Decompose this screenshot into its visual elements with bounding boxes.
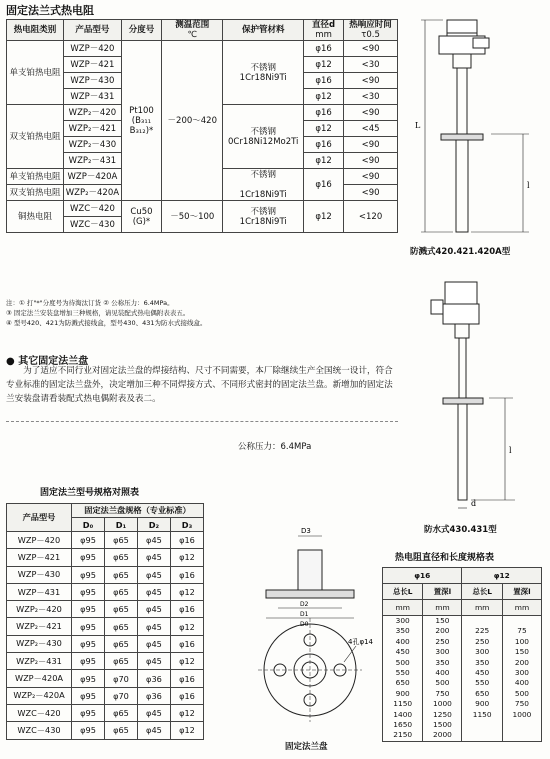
cell-dimension: φ95 (72, 722, 105, 739)
table-row (7, 635, 204, 652)
h-range: 测温范围 ℃ (162, 20, 223, 41)
h-unit: mm (502, 600, 541, 616)
dim-label-L: L (415, 121, 421, 130)
table-row (383, 616, 542, 627)
table-row (7, 653, 204, 670)
h-d0: D₀ (72, 518, 105, 532)
drawing-caption-waterproof: 防水式430.431型 (424, 525, 497, 535)
cell-dimension: φ45 (137, 722, 170, 739)
cell-material-b: 不锈钢 0Cr18Ni12Mo2Ti (223, 105, 304, 169)
cell-dimension: φ16 (170, 601, 203, 618)
cell-length: 350 (423, 658, 462, 668)
cell-dimension: φ12 (170, 583, 203, 600)
cell-dimension: φ95 (72, 549, 105, 566)
table-row (7, 41, 398, 57)
cell-length: 2000 (423, 730, 462, 741)
section-paragraph: 为了适应不同行业对固定法兰盘的焊接结构、尺寸不同需要，本厂除继续生产全国统一设计，符合专业标准的固定法兰盘外，决定增加三种不同焊接方式、不同形式密封的固定法兰盘。新增加的固定法兰安装盘请看装配式热电偶附表及表二。 (6, 366, 393, 404)
h-unit: mm (462, 600, 502, 616)
flange-plate-drawing (238, 522, 378, 738)
cell-category: 铜热电阻 (7, 201, 64, 233)
cell-dimension: φ65 (104, 601, 137, 618)
cell-dimension: φ36 (137, 687, 170, 704)
table-row (383, 647, 542, 657)
table-row (7, 687, 204, 704)
cell-model: WZP－421 (64, 57, 122, 73)
table-row (7, 722, 204, 739)
table-row (7, 583, 204, 600)
cell-diameter: φ12 (304, 89, 344, 105)
h-response: 热响应时间 τ0.5 (344, 20, 398, 41)
cell-length: 400 (423, 668, 462, 678)
table-row (383, 720, 542, 730)
cell-length: 250 (423, 637, 462, 647)
cell-length: 450 (462, 668, 502, 678)
cell-length: 1150 (383, 699, 423, 709)
table-row (383, 626, 542, 636)
cell-material-a: 不锈钢 1Cr18Ni9Ti (223, 41, 304, 105)
h-unit: mm (423, 600, 462, 616)
table-row (383, 678, 542, 688)
cell-model: WZP－430 (7, 566, 72, 583)
h-total-2: 总长L (462, 584, 502, 600)
page-title: 固定法兰式热电阻 (6, 4, 94, 17)
cell-dimension: φ95 (72, 653, 105, 670)
cell-dimension: φ16 (170, 532, 203, 549)
drawing-caption-flange: 固定法兰盘 (285, 742, 328, 752)
cell-length: 350 (462, 658, 502, 668)
table-row (7, 601, 204, 618)
cell-length: 550 (462, 678, 502, 688)
cell-length: 300 (423, 647, 462, 657)
table-row (383, 699, 542, 709)
cell-model: WZP－431 (64, 89, 122, 105)
cell-dimension: φ95 (72, 583, 105, 600)
h-depth-1: 置深l (423, 584, 462, 600)
cell-dimension: φ45 (137, 601, 170, 618)
cell-material-c: 不锈钢 1Cr18Ni9Ti (223, 169, 304, 201)
cell-dimension: φ65 (104, 532, 137, 549)
h-material: 保护管材料 (223, 20, 304, 41)
cell-length: 300 (502, 668, 541, 678)
table-row (383, 658, 542, 668)
cell-dimension: φ65 (104, 583, 137, 600)
cell-model: WZP₂－421 (64, 121, 122, 137)
cell-dimension: φ95 (72, 618, 105, 635)
cell-model: WZC－420 (64, 201, 122, 217)
table-row (383, 689, 542, 699)
cell-dimension: φ45 (137, 704, 170, 721)
cell-length: 1250 (423, 710, 462, 720)
h-diameter: 直径d mm (304, 20, 344, 41)
cell-model: WZP－430 (64, 73, 122, 89)
cell-response: <90 (344, 137, 398, 153)
cell-length: 500 (423, 678, 462, 688)
cell-length: 500 (383, 658, 423, 668)
cell-dimension: φ65 (104, 704, 137, 721)
cell-dimension: φ70 (104, 670, 137, 687)
cell-dimension: φ16 (170, 566, 203, 583)
cell-dimension: φ16 (170, 635, 203, 652)
cell-length: 150 (502, 647, 541, 657)
cell-dimension: φ45 (137, 583, 170, 600)
cell-diameter: φ16 (304, 169, 344, 201)
cell-category: 双支铂热电阻 (7, 185, 64, 201)
cell-response: <90 (344, 105, 398, 121)
section-title: ● 其它固定法兰盘 (6, 356, 89, 367)
cell-length: 1000 (502, 710, 541, 720)
cell-dimension: φ95 (72, 670, 105, 687)
cell-diameter: φ12 (304, 57, 344, 73)
cell-length: 150 (423, 616, 462, 627)
dim-label-d3: D3 (301, 527, 311, 535)
cell-length: 100 (502, 637, 541, 647)
cell-length (462, 616, 502, 627)
h-d3: D₃ (170, 518, 203, 532)
cell-length: 1150 (462, 710, 502, 720)
cell-dimension: φ12 (170, 653, 203, 670)
cell-length: 1400 (383, 710, 423, 720)
cell-dimension: φ65 (104, 566, 137, 583)
cell-length: 75 (502, 626, 541, 636)
h-unit: mm (383, 600, 423, 616)
cell-dimension: φ95 (72, 601, 105, 618)
table-row (7, 532, 204, 549)
h-product: 产品型号 (7, 504, 72, 532)
cell-diameter: φ12 (304, 201, 344, 233)
cell-response: <30 (344, 57, 398, 73)
table-header-row (7, 20, 398, 41)
cell-diameter: φ12 (304, 153, 344, 169)
table-row (7, 618, 204, 635)
cell-dimension: φ95 (72, 532, 105, 549)
cell-model: WZP－420 (64, 41, 122, 57)
cell-model: WZP－431 (7, 583, 72, 600)
table-header-row (383, 600, 542, 616)
cell-model: WZP₂－430 (7, 635, 72, 652)
cell-model: WZP₂－420A (7, 687, 72, 704)
table-row (7, 566, 204, 583)
cell-length: 300 (383, 616, 423, 627)
length-table-title: 热电阻直径和长度规格表 (395, 553, 495, 563)
cell-dimension: φ70 (104, 687, 137, 704)
h-division: 分度号 (121, 20, 161, 41)
cell-length: 450 (383, 647, 423, 657)
cell-category: 单支铂热电阻 (7, 41, 64, 105)
cell-diameter: φ12 (304, 121, 344, 137)
table-row (383, 730, 542, 741)
cell-model: WZP₂－430 (64, 137, 122, 153)
cell-length: 750 (423, 689, 462, 699)
cell-model: WZP₂－420A (64, 185, 122, 201)
cell-model: WZP－420 (7, 532, 72, 549)
cell-dimension: φ45 (137, 532, 170, 549)
cell-response: <90 (344, 73, 398, 89)
cell-length: 1000 (423, 699, 462, 709)
cell-dimension: φ65 (104, 549, 137, 566)
cell-model: WZC－430 (7, 722, 72, 739)
cell-dimension: φ36 (137, 670, 170, 687)
divider (6, 421, 398, 422)
cell-response: <90 (344, 169, 398, 185)
h-model: 产品型号 (64, 20, 122, 41)
cell-division-cu: Cu50 (G)* (121, 201, 161, 233)
cell-category: 单支铂热电阻 (7, 169, 64, 185)
cell-model: WZP₂－420 (7, 601, 72, 618)
cell-length (462, 720, 502, 730)
cell-length: 550 (383, 668, 423, 678)
cell-length: 500 (502, 689, 541, 699)
cell-length (502, 730, 541, 741)
cell-length: 200 (502, 658, 541, 668)
cell-response: <45 (344, 121, 398, 137)
rtd-spec-table (6, 19, 398, 233)
cell-length: 200 (423, 626, 462, 636)
drawing-caption-splashproof: 防溅式420.421.420A型 (410, 247, 511, 257)
cell-model: WZP－421 (7, 549, 72, 566)
cell-length (502, 720, 541, 730)
cell-model: WZP₂－431 (7, 653, 72, 670)
cell-dimension: φ95 (72, 566, 105, 583)
cell-length: 750 (502, 699, 541, 709)
cell-dimension: φ65 (104, 618, 137, 635)
table-row (383, 668, 542, 678)
cell-response: <90 (344, 153, 398, 169)
cell-range-pt: －200～420 (162, 41, 223, 201)
cell-diameter: φ16 (304, 105, 344, 121)
table-row (7, 670, 204, 687)
cell-length: 900 (462, 699, 502, 709)
waterproof-sensor-drawing (405, 278, 545, 520)
cell-dimension: φ65 (104, 635, 137, 652)
cell-model: WZC－420 (7, 704, 72, 721)
cell-length: 650 (462, 689, 502, 699)
cell-length: 2150 (383, 730, 423, 741)
cell-dimension: φ95 (72, 635, 105, 652)
dim-label-d0: D0 (300, 621, 309, 628)
cell-model: WZP₂－421 (7, 618, 72, 635)
h-d1: D₁ (104, 518, 137, 532)
cell-dimension: φ12 (170, 549, 203, 566)
cell-length: 1650 (383, 720, 423, 730)
cell-range-cu: －50～100 (162, 201, 223, 233)
cell-diameter: φ16 (304, 137, 344, 153)
cell-model: WZP₂－420 (64, 105, 122, 121)
hole-label: 4孔φ14 (348, 638, 373, 646)
dim-label-l: l (509, 446, 512, 455)
cell-response: <90 (344, 41, 398, 57)
cell-dimension: φ45 (137, 549, 170, 566)
h-diam16: φ16 (383, 568, 462, 584)
cell-dimension: φ45 (137, 653, 170, 670)
cell-dimension: φ45 (137, 635, 170, 652)
cell-length: 400 (383, 637, 423, 647)
cell-category: 双支铂热电阻 (7, 105, 64, 169)
table-row (7, 704, 204, 721)
cell-response: <30 (344, 89, 398, 105)
h-depth-2: 置深l (502, 584, 541, 600)
cell-response: <120 (344, 201, 398, 233)
cell-length: 400 (502, 678, 541, 688)
cell-diameter: φ16 (304, 41, 344, 57)
flange-spec-table (6, 503, 204, 740)
cell-model: WZP₂－431 (64, 153, 122, 169)
h-flange-spec: 固定法兰盘规格（专业标准） (72, 504, 204, 518)
cell-length: 250 (462, 637, 502, 647)
dim-label-l: l (527, 181, 530, 190)
dim-label-d1: D1 (300, 611, 309, 618)
flange-table-title: 固定法兰型号规格对照表 (40, 488, 140, 498)
cell-model: WZP－420A (7, 670, 72, 687)
cell-dimension: φ65 (104, 722, 137, 739)
cell-length: 900 (383, 689, 423, 699)
cell-response: <90 (344, 185, 398, 201)
cell-diameter: φ16 (304, 73, 344, 89)
cell-length: 350 (383, 626, 423, 636)
cell-length: 225 (462, 626, 502, 636)
cell-dimension: φ45 (137, 566, 170, 583)
cell-material-d: 不锈钢 1Cr18Ni9Ti (223, 201, 304, 233)
table-row (383, 710, 542, 720)
splashproof-sensor-drawing (405, 8, 545, 243)
cell-dimension: φ45 (137, 618, 170, 635)
note-line: ③ 固定法兰安装盘增加三种规格，请见装配式热电偶附表表五。 (6, 308, 190, 317)
cell-length: 300 (462, 647, 502, 657)
cell-dimension: φ12 (170, 722, 203, 739)
note-line: ④ 型号420、421为防溅式接线盒，型号430、431为防水式接线盒。 (6, 318, 207, 327)
length-spec-table (382, 567, 542, 742)
cell-division-pt: Pt100 (B₃₁₁ B₃₁₂)* (121, 41, 161, 201)
h-diam12: φ12 (462, 568, 542, 584)
h-d2: D₂ (137, 518, 170, 532)
cell-dimension: φ95 (72, 704, 105, 721)
pressure-label: 公称压力：6.4MPa (238, 442, 312, 452)
table-header-row (383, 584, 542, 600)
cell-dimension: φ12 (170, 618, 203, 635)
cell-dimension: φ65 (104, 653, 137, 670)
cell-model: WZC－430 (64, 217, 122, 233)
cell-dimension: φ16 (170, 687, 203, 704)
h-total-1: 总长L (383, 584, 423, 600)
dim-label-d: d (471, 499, 477, 508)
cell-dimension: φ12 (170, 704, 203, 721)
cell-model: WZP－420A (64, 169, 122, 185)
table-row (7, 549, 204, 566)
cell-dimension: φ95 (72, 687, 105, 704)
note-line: 注：① 打"*"分度号为待淘汰订货 ② 公称压力：6.4MPa。 (6, 299, 174, 307)
cell-length: 1500 (423, 720, 462, 730)
dim-label-d2: D2 (300, 601, 309, 608)
h-category: 热电阻类别 (7, 20, 64, 41)
cell-length (502, 616, 541, 627)
table-header-row (7, 504, 204, 518)
table-header-row (383, 568, 542, 584)
table-row (383, 637, 542, 647)
cell-length (462, 730, 502, 741)
cell-length: 650 (383, 678, 423, 688)
cell-dimension: φ16 (170, 670, 203, 687)
table-row (7, 201, 398, 217)
table-notes (6, 299, 401, 328)
